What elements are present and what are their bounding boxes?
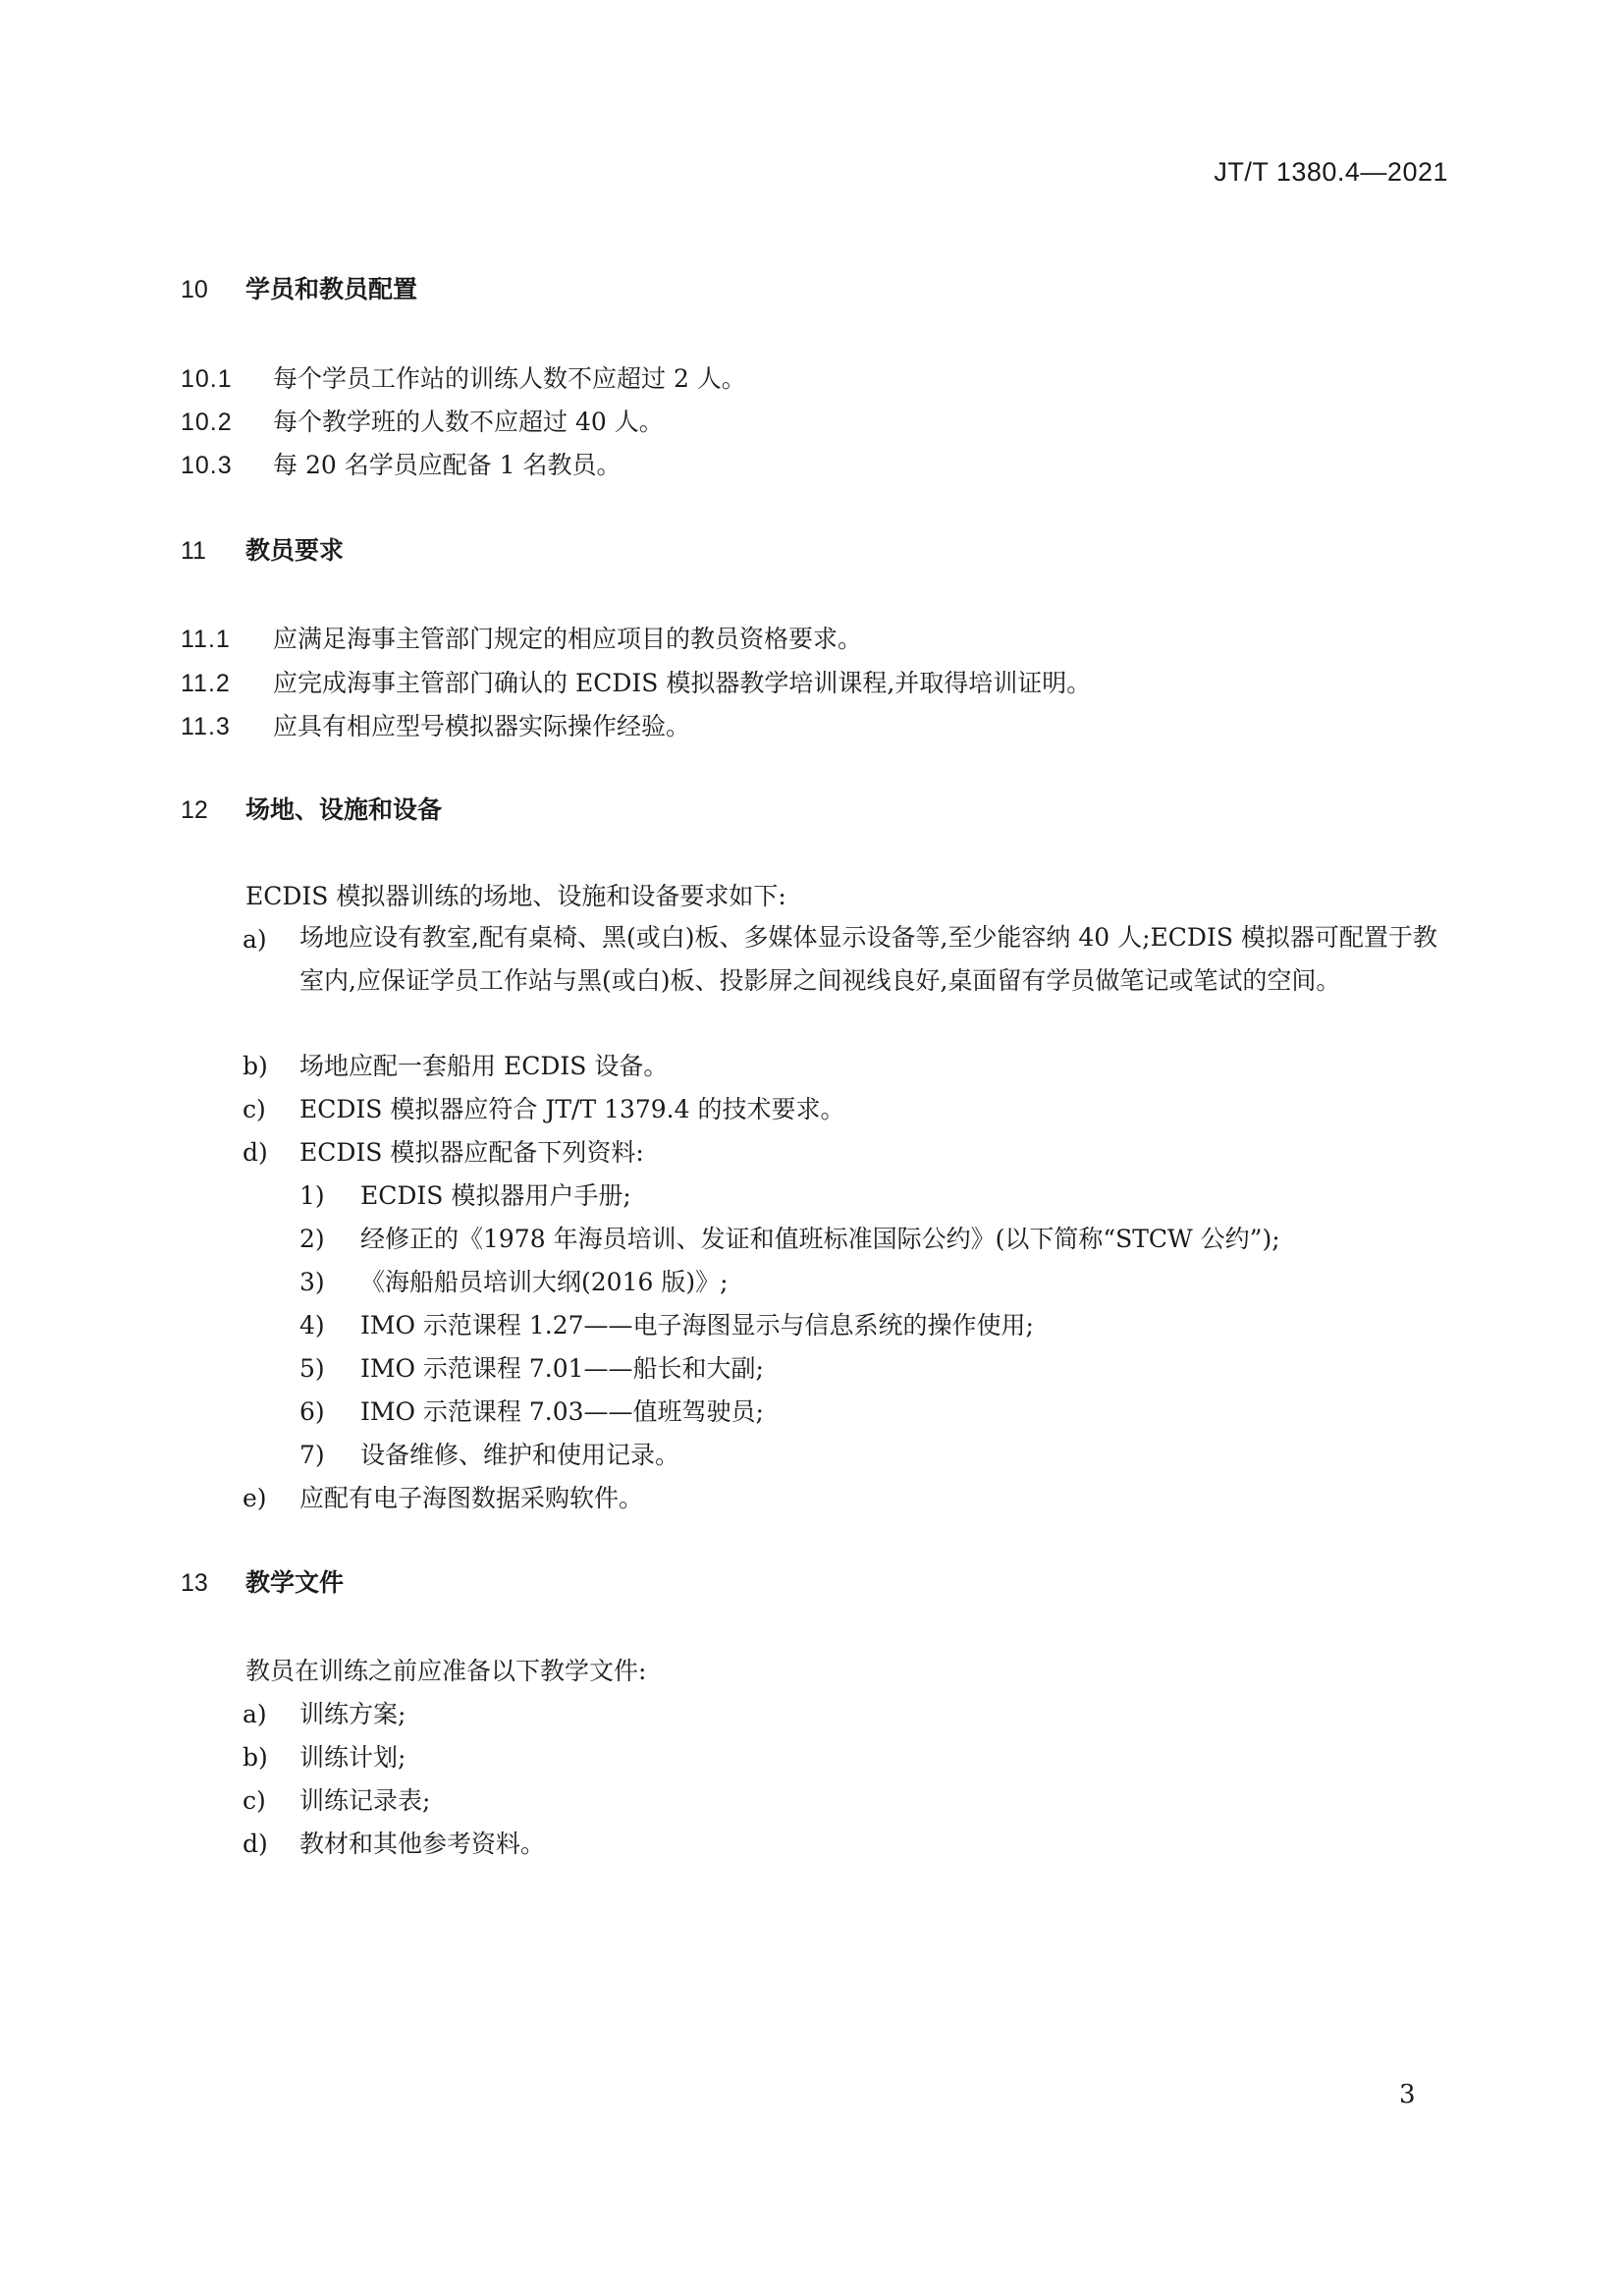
list-item: b) 训练计划; [243, 1743, 406, 1772]
clause-11-2: 11.2 应完成海事主管部门确认的 ECDIS 模拟器教学培训课程,并取得培训证明。 [181, 669, 1092, 697]
section-title: 教学文件 [245, 1568, 345, 1597]
list-item: a) 训练方案; [243, 1700, 406, 1728]
list-item: c) 训练记录表; [243, 1786, 431, 1815]
list-item-c: c) ECDIS 模拟器应符合 JT/T 1379.4 的技术要求。 [243, 1095, 845, 1123]
section-12-intro: ECDIS 模拟器训练的场地、设施和设备要求如下: [245, 882, 786, 910]
section-13-intro: 教员在训练之前应准备以下教学文件: [245, 1657, 647, 1685]
section-number: 13 [181, 1569, 208, 1597]
sub-item-7: 7) 设备维修、维护和使用记录。 [299, 1441, 680, 1469]
list-item: d) 教材和其他参考资料。 [243, 1830, 546, 1858]
section-10-heading [181, 275, 417, 304]
section-title: 学员和教员配置 [245, 275, 418, 303]
sub-item-3: 3) 《海船船员培训大纲(2016 版)》; [299, 1268, 729, 1296]
clause-11-1: 11.1 应满足海事主管部门规定的相应项目的教员资格要求。 [181, 625, 863, 653]
list-item-e: e) 应配有电子海图数据采购软件。 [243, 1484, 644, 1512]
section-number: 11 [181, 537, 206, 565]
page-number: 3 [1399, 2080, 1416, 2109]
section-title: 教员要求 [245, 536, 345, 565]
sub-item-1: 1) ECDIS 模拟器用户手册; [299, 1181, 631, 1210]
list-item-marker: a) [243, 925, 267, 954]
section-13-heading [181, 1568, 344, 1598]
sub-item-6: 6) IMO 示范课程 7.03——值班驾驶员; [299, 1397, 764, 1426]
clause-10-2: 10.2 每个教学班的人数不应超过 40 人。 [181, 408, 664, 436]
list-item-d: d) ECDIS 模拟器应配备下列资料: [243, 1138, 644, 1167]
clause-10-3: 10.3 每 20 名学员应配备 1 名教员。 [181, 451, 622, 479]
section-number: 10 [181, 276, 208, 303]
sub-item-2: 2) 经修正的《1978 年海员培训、发证和值班标准国际公约》(以下简称“STCW 公约”); [299, 1225, 1280, 1253]
list-item-a-text: 场地应设有教室,配有桌椅、黑(或白)板、多媒体显示设备等,至少能容纳 40 人;ECDIS 模拟器可配置于教室内,应保证学员工作站与黑(或白)板、投影屏之间视线良好,桌面留有学员做笔记或笔试的空间。 [299, 923, 1437, 995]
list-item-b: b) 场地应配一套船用 ECDIS 设备。 [243, 1052, 669, 1080]
section-12-heading [181, 795, 442, 825]
section-title: 场地、设施和设备 [245, 795, 443, 824]
document-code: JT/T 1380.4—2021 [1214, 157, 1448, 187]
sub-item-5: 5) IMO 示范课程 7.01——船长和大副; [299, 1354, 764, 1383]
section-11-heading [181, 536, 344, 566]
clause-11-3: 11.3 应具有相应型号模拟器实际操作经验。 [181, 712, 691, 740]
clause-10-1: 10.1 每个学员工作站的训练人数不应超过 2 人。 [181, 364, 746, 393]
sub-item-4: 4) IMO 示范课程 1.27——电子海图显示与信息系统的操作使用; [299, 1311, 1034, 1339]
section-number: 12 [181, 796, 208, 824]
